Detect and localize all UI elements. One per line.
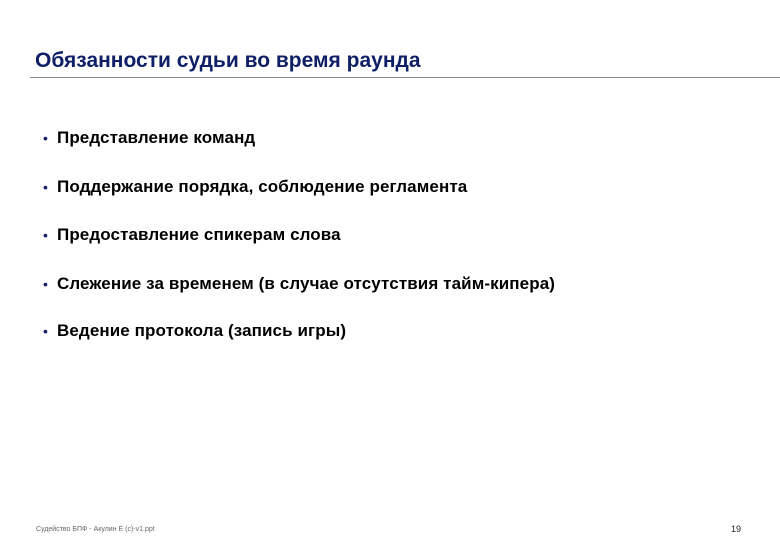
slide-footer: Судейство БПФ - Акулин Е (с)-v1.ppt xyxy=(36,526,155,533)
bullet-marker: • xyxy=(43,276,48,292)
bullet-item xyxy=(43,225,341,245)
bullet-item xyxy=(43,274,555,294)
bullet-text: Поддержание порядка, соблюдение регламента xyxy=(57,177,468,196)
bullet-text: Представление команд xyxy=(57,128,256,147)
bullet-marker: • xyxy=(43,179,48,195)
bullet-text: Ведение протокола (запись игры) xyxy=(57,321,347,340)
bullet-text: Предоставление спикерам слова xyxy=(57,225,341,244)
bullet-marker: • xyxy=(43,130,48,146)
bullet-item xyxy=(43,128,255,148)
bullet-marker: • xyxy=(43,323,48,339)
slide-title: Обязанности судьи во время раунда xyxy=(35,49,421,72)
bullet-text: Слежение за временем (в случае отсутствия тайм-кипера) xyxy=(57,274,556,293)
bullet-marker: • xyxy=(43,227,48,243)
bullet-item xyxy=(43,177,467,197)
bullet-item xyxy=(43,321,346,341)
page-number: 19 xyxy=(731,524,742,534)
